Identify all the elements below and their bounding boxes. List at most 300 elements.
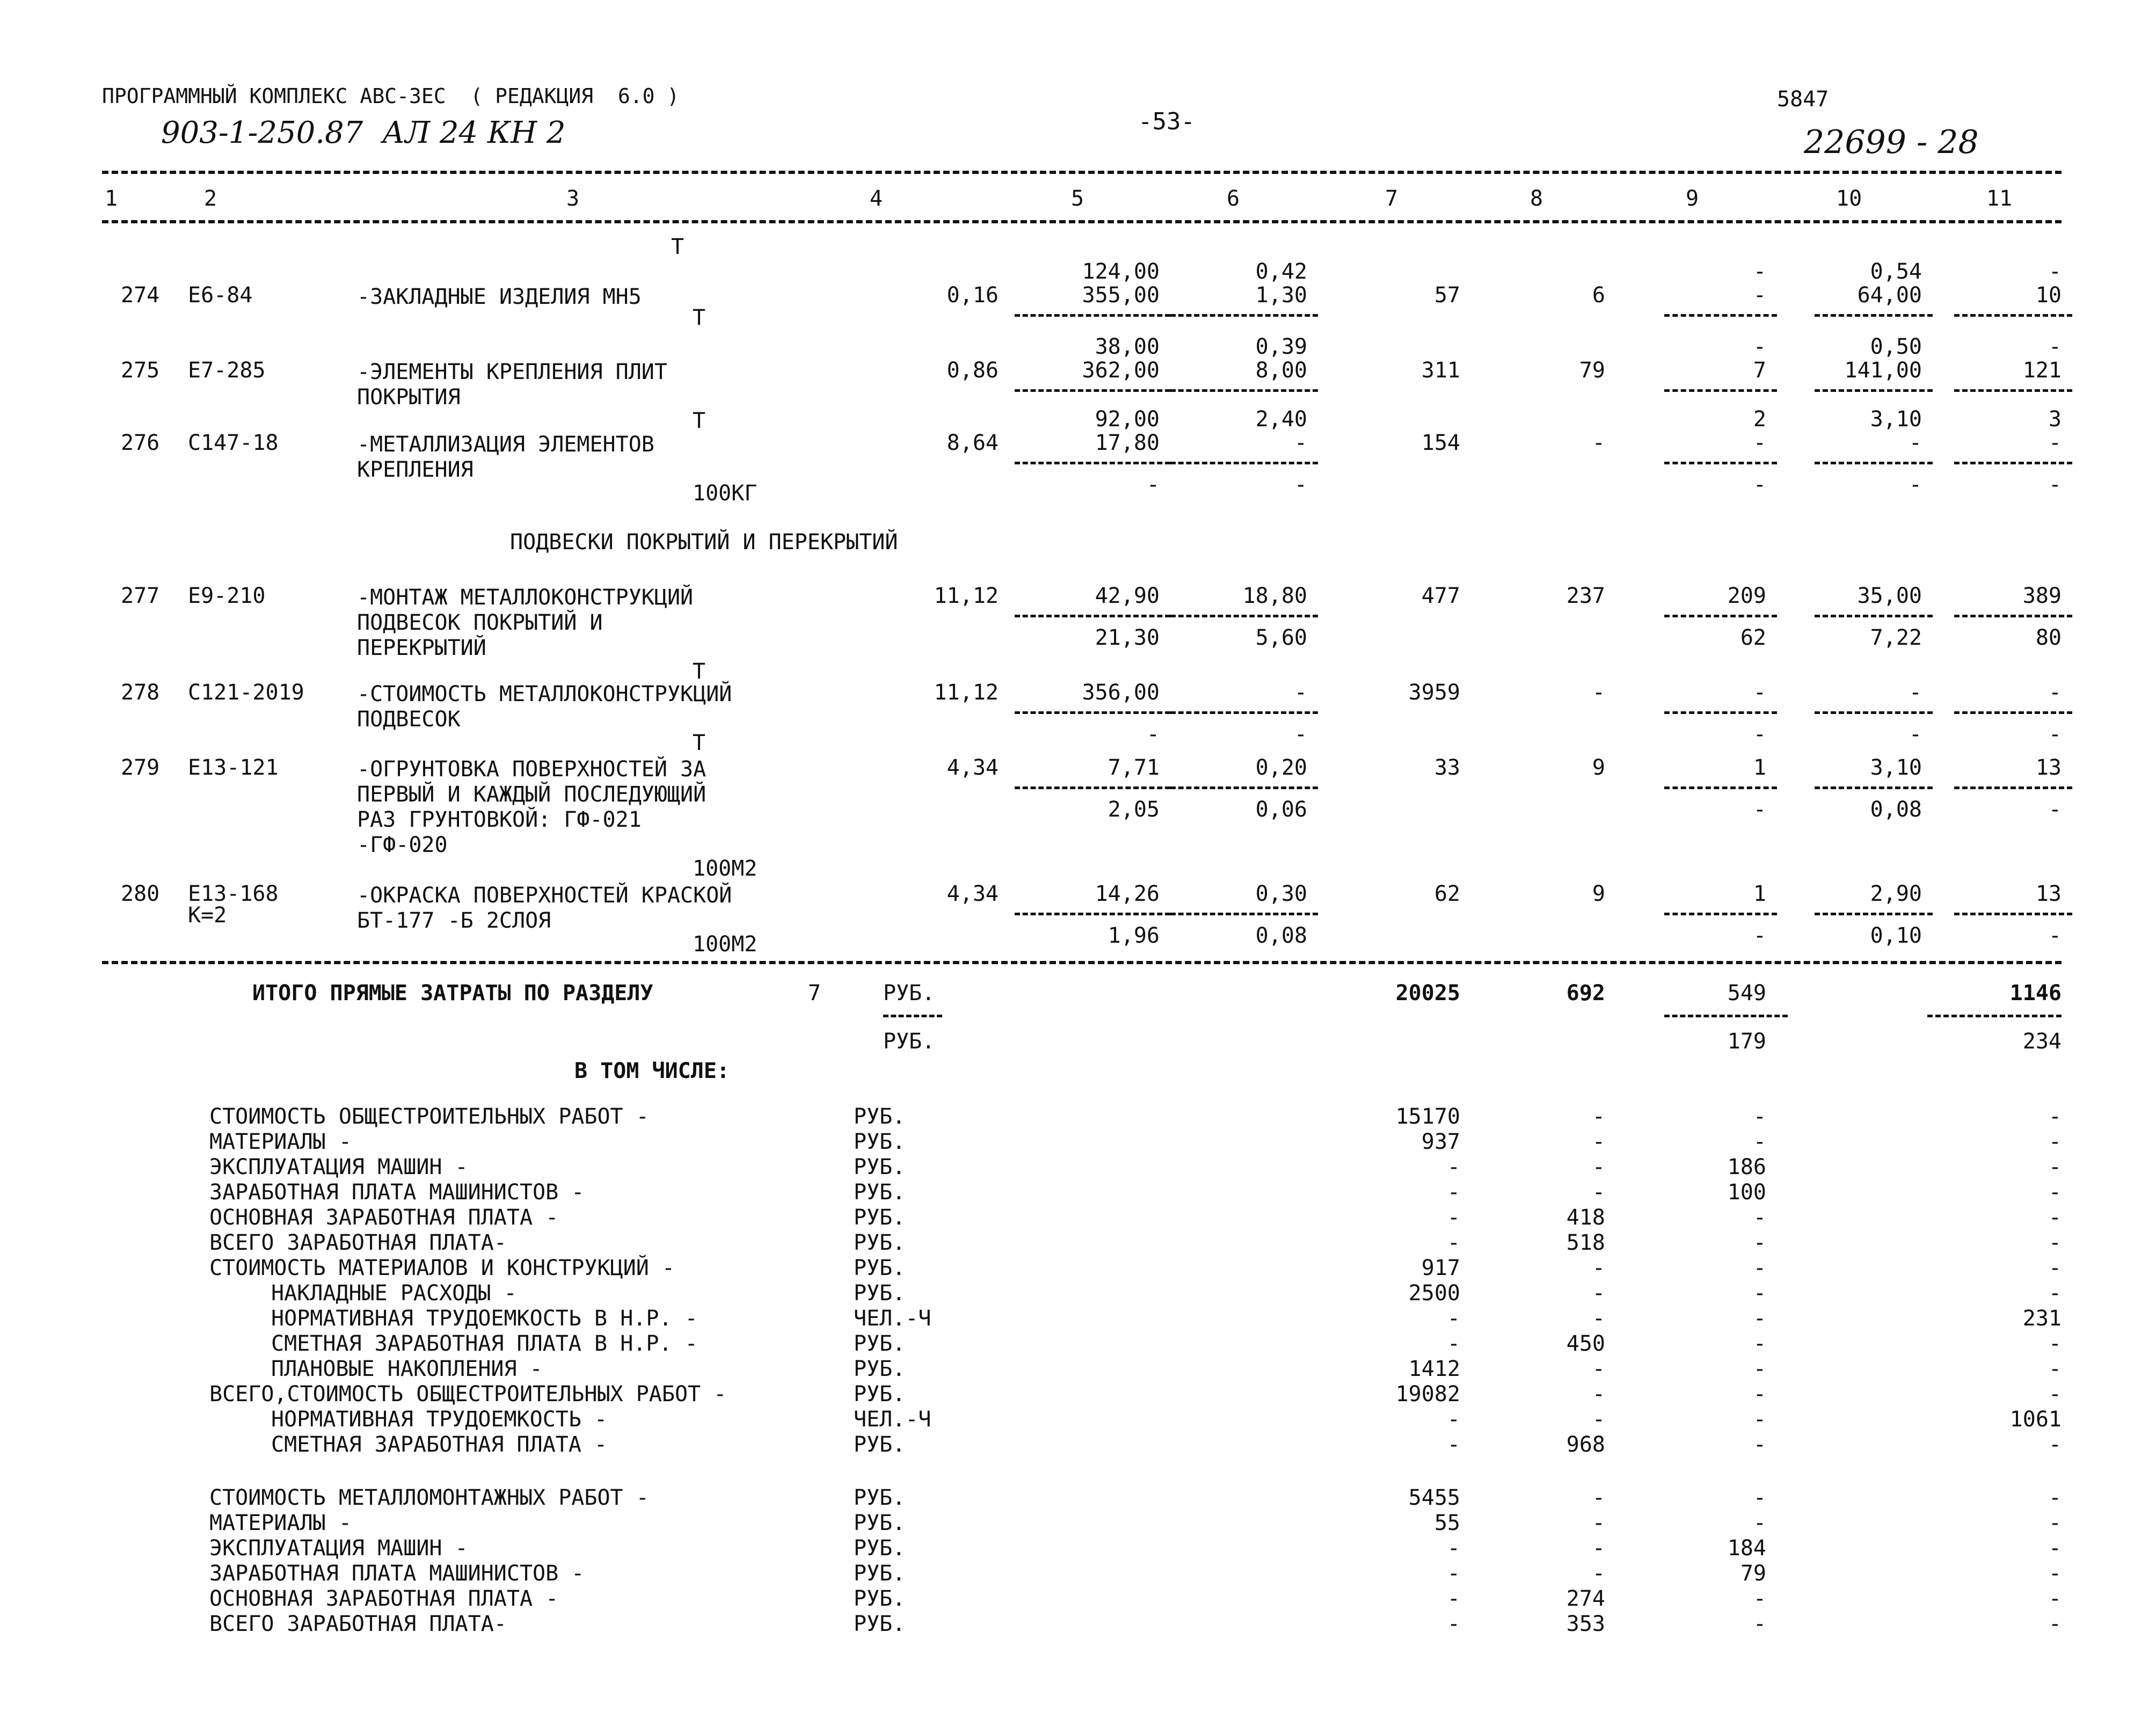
cell-col11-rule xyxy=(1954,913,2072,915)
cell-col7: 33 xyxy=(1434,755,1460,780)
cell-col9: - xyxy=(1753,431,1766,455)
summary-col7: - xyxy=(1447,1407,1460,1432)
cell-col6: 18,80 xyxy=(1242,584,1307,608)
summary-col7: 5455 xyxy=(1408,1485,1460,1510)
cell-col10-rule xyxy=(1815,389,1933,392)
column-header-11: 11 xyxy=(1986,186,2013,211)
summary-unit: ЧЕЛ.-Ч xyxy=(854,1306,931,1331)
cell-col6-lower: - xyxy=(1294,472,1307,497)
cell-col11-rule xyxy=(1954,711,2072,714)
summary-col8: 450 xyxy=(1566,1331,1605,1356)
summary-col9: - xyxy=(1753,1432,1766,1457)
total-col9-rule xyxy=(1664,1015,1788,1017)
summary-col11: - xyxy=(2048,1205,2062,1230)
cell-col8: - xyxy=(1592,680,1605,705)
summary-col11: - xyxy=(2048,1331,2062,1356)
summary-label: СТОИМОСТЬ МЕТАЛЛОМОНТАЖНЫХ РАБОТ - xyxy=(209,1485,649,1510)
summary-col8: - xyxy=(1592,1536,1605,1561)
header-top-rule xyxy=(102,171,2062,174)
row-code: Е7-285 xyxy=(188,358,266,383)
summary-unit: РУБ. xyxy=(854,1130,906,1154)
column-header-7: 7 xyxy=(1385,186,1399,211)
summary-col11: - xyxy=(2048,1281,2062,1306)
summary-unit: РУБ. xyxy=(854,1205,906,1230)
column-header-10: 10 xyxy=(1836,186,1862,211)
cell-col5: 362,00 xyxy=(1082,358,1160,383)
summary-col8: 968 xyxy=(1566,1432,1605,1457)
summary-unit: РУБ. xyxy=(854,1256,906,1280)
row-number: 280 xyxy=(121,882,160,906)
cell-col10: 3,10 xyxy=(1870,755,1922,780)
summary-unit: РУБ. xyxy=(854,1612,906,1636)
summary-unit: РУБ. xyxy=(854,1104,906,1129)
summary-col9: - xyxy=(1753,1612,1766,1636)
summary-unit: РУБ. xyxy=(854,1331,906,1356)
total-col7: 20025 xyxy=(1395,981,1460,1006)
summary-label: ПЛАНОВЫЕ НАКОПЛЕНИЯ - xyxy=(271,1357,543,1381)
column-header-6: 6 xyxy=(1227,186,1240,211)
cell-col8: 9 xyxy=(1592,882,1605,906)
cell-col10-upper: 0,54 xyxy=(1870,259,1922,284)
cell-col9-lower: - xyxy=(1753,923,1766,948)
cell-col10: 64,00 xyxy=(1857,283,1922,308)
cell-col6-upper: 0,39 xyxy=(1255,334,1307,359)
summary-col8: - xyxy=(1592,1281,1605,1306)
summary-col11: - xyxy=(2048,1485,2062,1510)
row-number: 276 xyxy=(121,431,160,455)
row-name: -МЕТАЛЛИЗАЦИЯ ЭЛЕМЕНТОВ КРЕПЛЕНИЯ xyxy=(357,432,654,482)
summary-col7: - xyxy=(1447,1612,1460,1636)
cell-col8: - xyxy=(1592,431,1605,455)
summary-col11: - xyxy=(2048,1612,2062,1636)
row-quantity: 8,64 xyxy=(946,431,999,455)
cell-col10-rule xyxy=(1815,913,1933,915)
cell-col10: 2,90 xyxy=(1870,882,1922,906)
summary-col11: - xyxy=(2048,1511,2062,1535)
cell-col9: 1 xyxy=(1753,755,1766,780)
row-quantity: 4,34 xyxy=(946,755,999,780)
row-code: Е13-121 xyxy=(188,755,279,780)
cell-col6-rule xyxy=(1170,786,1318,789)
summary-col8: - xyxy=(1592,1485,1605,1510)
summary-col11: - xyxy=(2048,1180,2062,1205)
summary-col8: - xyxy=(1592,1407,1605,1432)
summary-label: ВСЕГО ЗАРАБОТНАЯ ПЛАТА- xyxy=(209,1230,507,1255)
summary-unit: ЧЕЛ.-Ч xyxy=(854,1407,931,1432)
cell-col9: 209 xyxy=(1727,584,1766,608)
cell-col10-rule xyxy=(1815,615,1933,617)
summary-col9: - xyxy=(1753,1205,1766,1230)
summary-col9: - xyxy=(1753,1382,1766,1407)
total-col8: 692 xyxy=(1566,981,1605,1006)
summary-col8: - xyxy=(1592,1130,1605,1154)
row-number: 275 xyxy=(121,358,160,383)
summary-col7: 1412 xyxy=(1408,1357,1460,1381)
row-code: Е6-84 xyxy=(188,283,253,308)
summary-col9: 100 xyxy=(1727,1180,1766,1205)
cell-col5: 42,90 xyxy=(1095,584,1160,608)
summary-col11: 231 xyxy=(2022,1306,2062,1331)
row-number: 279 xyxy=(121,755,160,780)
summary-label: ВСЕГО,СТОИМОСТЬ ОБЩЕСТРОИТЕЛЬНЫХ РАБОТ - xyxy=(209,1382,727,1407)
row-unit: Т xyxy=(693,305,706,330)
summary-col8: 353 xyxy=(1566,1612,1605,1636)
summary-col8: - xyxy=(1592,1104,1605,1129)
summary-col8: - xyxy=(1592,1155,1605,1179)
row-quantity: 4,34 xyxy=(946,882,999,906)
cell-col6: 8,00 xyxy=(1255,358,1307,383)
summary-col11: - xyxy=(2048,1256,2062,1280)
cell-col10-lower: - xyxy=(1909,722,1922,747)
cell-col10-rule xyxy=(1815,314,1933,317)
cell-col10-rule xyxy=(1815,711,1933,714)
row-name: -ЭЛЕМЕНТЫ КРЕПЛЕНИЯ ПЛИТ ПОКРЫТИЯ xyxy=(357,360,667,410)
summary-label: СМЕТНАЯ ЗАРАБОТНАЯ ПЛАТА В Н.Р. - xyxy=(271,1331,698,1356)
cell-col9-rule xyxy=(1664,913,1777,915)
row-code: Е13-168 К=2 xyxy=(188,882,279,928)
summary-label: ЭКСПЛУАТАЦИЯ МАШИН - xyxy=(209,1155,468,1179)
cell-col6-lower: - xyxy=(1294,722,1307,747)
row-unit: Т xyxy=(693,409,706,433)
summary-col7: - xyxy=(1447,1432,1460,1457)
row-name: -МОНТАЖ МЕТАЛЛОКОНСТРУКЦИЙ ПОДВЕСОК ПОКРЫТИЙ И ПЕРЕКРЫТИЙ xyxy=(357,585,694,660)
row-number: 277 xyxy=(121,584,160,608)
summary-unit: РУБ. xyxy=(854,1485,906,1510)
cell-col11-lower: - xyxy=(2048,923,2062,948)
summary-label: ЭКСПЛУАТАЦИЯ МАШИН - xyxy=(209,1536,468,1561)
cell-col11: 389 xyxy=(2022,584,2062,608)
summary-col9: 184 xyxy=(1727,1536,1766,1561)
summary-col9: 186 xyxy=(1727,1155,1766,1179)
summary-col7: - xyxy=(1447,1586,1460,1611)
cell-col9-rule xyxy=(1664,615,1777,617)
row-code: С121-2019 xyxy=(188,680,304,705)
summary-unit: РУБ. xyxy=(854,1281,906,1306)
total-label: ИТОГО ПРЯМЫЕ ЗАТРАТЫ ПО РАЗДЕЛУ xyxy=(252,981,653,1006)
summary-unit: РУБ. xyxy=(854,1155,906,1179)
summary-col11: - xyxy=(2048,1561,2062,1586)
column-header-4: 4 xyxy=(870,186,883,211)
cell-col10-upper: 3,10 xyxy=(1870,407,1922,432)
total-unit-2: РУБ. xyxy=(883,1029,935,1054)
summary-col7: - xyxy=(1447,1331,1460,1356)
cell-col6: 0,20 xyxy=(1255,755,1307,780)
summary-col11: - xyxy=(2048,1230,2062,1255)
summary-col9: - xyxy=(1753,1256,1766,1280)
summary-col9: - xyxy=(1753,1586,1766,1611)
column-header-1: 1 xyxy=(105,186,118,211)
cell-col9-rule xyxy=(1664,711,1777,714)
cell-col8: 79 xyxy=(1579,358,1605,383)
row-unit: 100М2 xyxy=(693,932,757,957)
cell-col6: 1,30 xyxy=(1255,283,1307,308)
summary-col9: - xyxy=(1753,1331,1766,1356)
summary-col9: - xyxy=(1753,1407,1766,1432)
cell-col8: 6 xyxy=(1592,283,1605,308)
cell-col5-rule xyxy=(1015,314,1170,317)
summary-col7: 917 xyxy=(1421,1256,1460,1280)
summary-col7: 19082 xyxy=(1395,1382,1460,1407)
column-header-9: 9 xyxy=(1686,186,1699,211)
summary-unit: РУБ. xyxy=(854,1230,906,1255)
cell-col5-rule xyxy=(1015,462,1170,464)
section-title: ПОДВЕСКИ ПОКРЫТИЙ И ПЕРЕКРЫТИЙ xyxy=(510,530,898,555)
summary-col9: - xyxy=(1753,1104,1766,1129)
cell-col5-lower: 21,30 xyxy=(1095,625,1160,650)
summary-label: ВСЕГО ЗАРАБОТНАЯ ПЛАТА- xyxy=(209,1612,507,1636)
cell-col6-upper: 2,40 xyxy=(1255,407,1307,432)
cell-col11: 10 xyxy=(2035,283,2062,308)
cell-col9-rule xyxy=(1664,462,1777,464)
cell-col6: 0,30 xyxy=(1255,882,1307,906)
cell-col9: 7 xyxy=(1753,358,1766,383)
cell-col11-rule xyxy=(1954,786,2072,789)
cell-col11-lower: - xyxy=(2048,472,2062,497)
summary-label: ОСНОВНАЯ ЗАРАБОТНАЯ ПЛАТА - xyxy=(209,1586,559,1611)
summary-col8: 418 xyxy=(1566,1205,1605,1230)
row-quantity: 0,86 xyxy=(946,358,999,383)
cell-col11: - xyxy=(2048,680,2062,705)
cell-col6-upper: 0,42 xyxy=(1255,259,1307,284)
summary-col8: - xyxy=(1592,1561,1605,1586)
row-number: 274 xyxy=(121,283,160,308)
summary-unit: РУБ. xyxy=(854,1561,906,1586)
summary-col8: - xyxy=(1592,1357,1605,1381)
page-number: -53- xyxy=(1138,108,1195,135)
cell-col9-rule xyxy=(1664,786,1777,789)
cell-col7: 154 xyxy=(1421,431,1460,455)
column-header-3: 3 xyxy=(566,186,580,211)
cell-col6-rule xyxy=(1170,314,1318,317)
summary-col9: - xyxy=(1753,1306,1766,1331)
summary-col7: 2500 xyxy=(1408,1281,1460,1306)
cell-col10-lower: - xyxy=(1909,472,1922,497)
summary-col11: - xyxy=(2048,1155,2062,1179)
cell-col10-lower: 7,22 xyxy=(1870,625,1922,650)
cell-col5-lower: 1,96 xyxy=(1108,923,1160,948)
summary-label: СТОИМОСТЬ ОБЩЕСТРОИТЕЛЬНЫХ РАБОТ - xyxy=(209,1104,649,1129)
summary-col11: - xyxy=(2048,1130,2062,1154)
cell-col11: 13 xyxy=(2035,882,2062,906)
cell-col5-rule xyxy=(1015,786,1170,789)
summary-label: СМЕТНАЯ ЗАРАБОТНАЯ ПЛАТА - xyxy=(271,1432,608,1457)
summary-col7: 15170 xyxy=(1395,1104,1460,1129)
summary-label: НАКЛАДНЫЕ РАСХОДЫ - xyxy=(271,1281,517,1306)
cell-col9-upper: - xyxy=(1753,334,1766,359)
cell-col11: - xyxy=(2048,431,2062,455)
summary-col8: 518 xyxy=(1566,1230,1605,1255)
summary-col8: - xyxy=(1592,1382,1605,1407)
summary-col9: - xyxy=(1753,1130,1766,1154)
cell-col10: - xyxy=(1909,431,1922,455)
row-unit: Т xyxy=(693,731,706,755)
cell-col5-rule xyxy=(1015,913,1170,915)
summary-unit: РУБ. xyxy=(854,1432,906,1457)
cell-col10-rule xyxy=(1815,462,1933,464)
cell-col7: 3959 xyxy=(1408,680,1460,705)
cell-col6-lower: 5,60 xyxy=(1255,625,1307,650)
cell-col10-rule xyxy=(1815,786,1933,789)
summary-col7: - xyxy=(1447,1205,1460,1230)
sheet-code: 5847 xyxy=(1777,87,1829,112)
cell-col5-upper: 124,00 xyxy=(1082,259,1160,284)
cell-col7: 62 xyxy=(1434,882,1460,906)
cell-col9-lower: - xyxy=(1753,472,1766,497)
total-section: 7 xyxy=(808,981,821,1006)
summary-label: ЗАРАБОТНАЯ ПЛАТА МАШИНИСТОВ - xyxy=(209,1180,585,1205)
total-col11-2: 234 xyxy=(2022,1029,2062,1054)
summary-col8: 274 xyxy=(1566,1586,1605,1611)
summary-col9: 79 xyxy=(1740,1561,1766,1586)
total-col11-rule xyxy=(1927,1015,2062,1017)
summary-label: СТОИМОСТЬ МАТЕРИАЛОВ И КОНСТРУКЦИЙ - xyxy=(209,1256,675,1280)
handwritten-doc-number: 22699 - 28 xyxy=(1804,123,1979,161)
cell-col6-rule xyxy=(1170,462,1318,464)
summary-label: МАТЕРИАЛЫ - xyxy=(209,1130,352,1154)
cell-col5-lower: - xyxy=(1146,472,1160,497)
row-unit: Т xyxy=(693,659,706,684)
total-top-rule xyxy=(102,961,2062,964)
summary-col11: - xyxy=(2048,1586,2062,1611)
row-unit: 100М2 xyxy=(693,856,757,881)
row-quantity: 0,16 xyxy=(946,283,999,308)
cell-col9-lower: - xyxy=(1753,722,1766,747)
cell-col5-rule xyxy=(1015,711,1170,714)
row-name: -СТОИМОСТЬ МЕТАЛЛОКОНСТРУКЦИЙ ПОДВЕСОК xyxy=(357,682,732,732)
cell-col9-upper: - xyxy=(1753,259,1766,284)
including-label: В ТОМ ЧИСЛЕ: xyxy=(574,1059,730,1083)
summary-unit: РУБ. xyxy=(854,1180,906,1205)
cell-col9: - xyxy=(1753,283,1766,308)
cell-col6: - xyxy=(1294,431,1307,455)
summary-col8: - xyxy=(1592,1511,1605,1535)
cell-col11-rule xyxy=(1954,389,2072,392)
cell-col11: 121 xyxy=(2022,358,2062,383)
summary-unit: РУБ. xyxy=(854,1536,906,1561)
row-quantity: 11,12 xyxy=(934,680,999,705)
summary-col9: - xyxy=(1753,1357,1766,1381)
cell-col10: 35,00 xyxy=(1857,584,1922,608)
row-quantity: 11,12 xyxy=(934,584,999,608)
cell-col5: 355,00 xyxy=(1082,283,1160,308)
program-line: ПРОГРАММНЫЙ КОМПЛЕКС АВС-3ЕС ( РЕДАКЦИЯ 6.0 ) xyxy=(102,84,680,108)
summary-col7: 55 xyxy=(1434,1511,1460,1535)
summary-col8: - xyxy=(1592,1306,1605,1331)
summary-col8: - xyxy=(1592,1256,1605,1280)
cell-col6-rule xyxy=(1170,615,1318,617)
total-unit-rule xyxy=(883,1015,942,1017)
cell-col11-upper: - xyxy=(2048,334,2062,359)
summary-label: ОСНОВНАЯ ЗАРАБОТНАЯ ПЛАТА - xyxy=(209,1205,559,1230)
summary-col11: - xyxy=(2048,1357,2062,1381)
summary-col11: - xyxy=(2048,1432,2062,1457)
row-number: 278 xyxy=(121,680,160,705)
summary-label: НОРМАТИВНАЯ ТРУДОЕМКОСТЬ - xyxy=(271,1407,608,1432)
cell-col8: 9 xyxy=(1592,755,1605,780)
row-code: Е9-210 xyxy=(188,584,266,608)
cell-col5-rule xyxy=(1015,615,1170,617)
total-col9-2: 179 xyxy=(1727,1029,1766,1054)
cell-col5-lower: - xyxy=(1146,722,1160,747)
cell-col7: 57 xyxy=(1434,283,1460,308)
cell-col9-lower: 62 xyxy=(1740,625,1766,650)
cell-col9-lower: - xyxy=(1753,797,1766,822)
cell-col10-upper: 0,50 xyxy=(1870,334,1922,359)
cell-col5-rule xyxy=(1015,389,1170,392)
cell-col5-upper: 38,00 xyxy=(1095,334,1160,359)
summary-col9: - xyxy=(1753,1485,1766,1510)
cell-col6-rule xyxy=(1170,711,1318,714)
cell-col5: 14,26 xyxy=(1095,882,1160,906)
cell-col11-lower: - xyxy=(2048,797,2062,822)
summary-col9: - xyxy=(1753,1230,1766,1255)
summary-col8: - xyxy=(1592,1180,1605,1205)
cell-col11-lower: 80 xyxy=(2035,625,2062,650)
cell-col9-rule xyxy=(1664,389,1777,392)
summary-col7: - xyxy=(1447,1155,1460,1179)
summary-unit: РУБ. xyxy=(854,1586,906,1611)
cell-col7: 477 xyxy=(1421,584,1460,608)
cell-col5: 7,71 xyxy=(1108,755,1160,780)
cell-col10: - xyxy=(1909,680,1922,705)
cell-col11-lower: - xyxy=(2048,722,2062,747)
cell-col11: 13 xyxy=(2035,755,2062,780)
column-header-5: 5 xyxy=(1071,186,1084,211)
header-bottom-rule xyxy=(102,220,2062,223)
row-name: -ЗАКЛАДНЫЕ ИЗДЕЛИЯ МН5 xyxy=(357,285,642,309)
cell-col11-upper: 3 xyxy=(2048,407,2062,432)
summary-unit: РУБ. xyxy=(854,1511,906,1535)
row-unit: 100КГ xyxy=(693,481,757,506)
summary-col7: - xyxy=(1447,1306,1460,1331)
column-header-2: 2 xyxy=(204,186,217,211)
cell-col9: 1 xyxy=(1753,882,1766,906)
cell-col6: - xyxy=(1294,680,1307,705)
cell-col6-rule xyxy=(1170,389,1318,392)
summary-col11: - xyxy=(2048,1104,2062,1129)
summary-col9: - xyxy=(1753,1511,1766,1535)
total-col11: 1146 xyxy=(2009,981,2062,1006)
cell-col10-lower: 0,10 xyxy=(1870,923,1922,948)
cell-col5: 356,00 xyxy=(1082,680,1160,705)
column-header-8: 8 xyxy=(1530,186,1543,211)
cell-col6-lower: 0,06 xyxy=(1255,797,1307,822)
cell-col11-upper: - xyxy=(2048,259,2062,284)
summary-label: ЗАРАБОТНАЯ ПЛАТА МАШИНИСТОВ - xyxy=(209,1561,585,1586)
row-code: С147-18 xyxy=(188,431,279,455)
total-col9: 549 xyxy=(1727,981,1766,1006)
row-name: -ОГРУНТОВКА ПОВЕРХНОСТЕЙ ЗА ПЕРВЫЙ И КАЖДЫЙ ПОСЛЕДУЮЩИЙ РАЗ ГРУНТОВКОЙ: ГФ-021 -ГФ-020 xyxy=(357,757,706,857)
cell-col5-lower: 2,05 xyxy=(1108,797,1160,822)
cell-col5: 17,80 xyxy=(1095,431,1160,455)
cell-col9: - xyxy=(1753,680,1766,705)
summary-col7: - xyxy=(1447,1180,1460,1205)
cell-col6-lower: 0,08 xyxy=(1255,923,1307,948)
summary-col11: 1061 xyxy=(2009,1407,2062,1432)
summary-unit: РУБ. xyxy=(854,1382,906,1407)
summary-label: НОРМАТИВНАЯ ТРУДОЕМКОСТЬ В Н.Р. - xyxy=(271,1306,698,1331)
cell-col9-upper: 2 xyxy=(1753,407,1766,432)
cell-col6-rule xyxy=(1170,913,1318,915)
row-unit-above: Т xyxy=(671,235,684,259)
summary-col11: - xyxy=(2048,1382,2062,1407)
cell-col7: 311 xyxy=(1421,358,1460,383)
cell-col8: 237 xyxy=(1566,584,1605,608)
summary-col11: - xyxy=(2048,1536,2062,1561)
total-unit: РУБ. xyxy=(883,981,935,1006)
summary-col7: - xyxy=(1447,1536,1460,1561)
summary-col7: - xyxy=(1447,1561,1460,1586)
